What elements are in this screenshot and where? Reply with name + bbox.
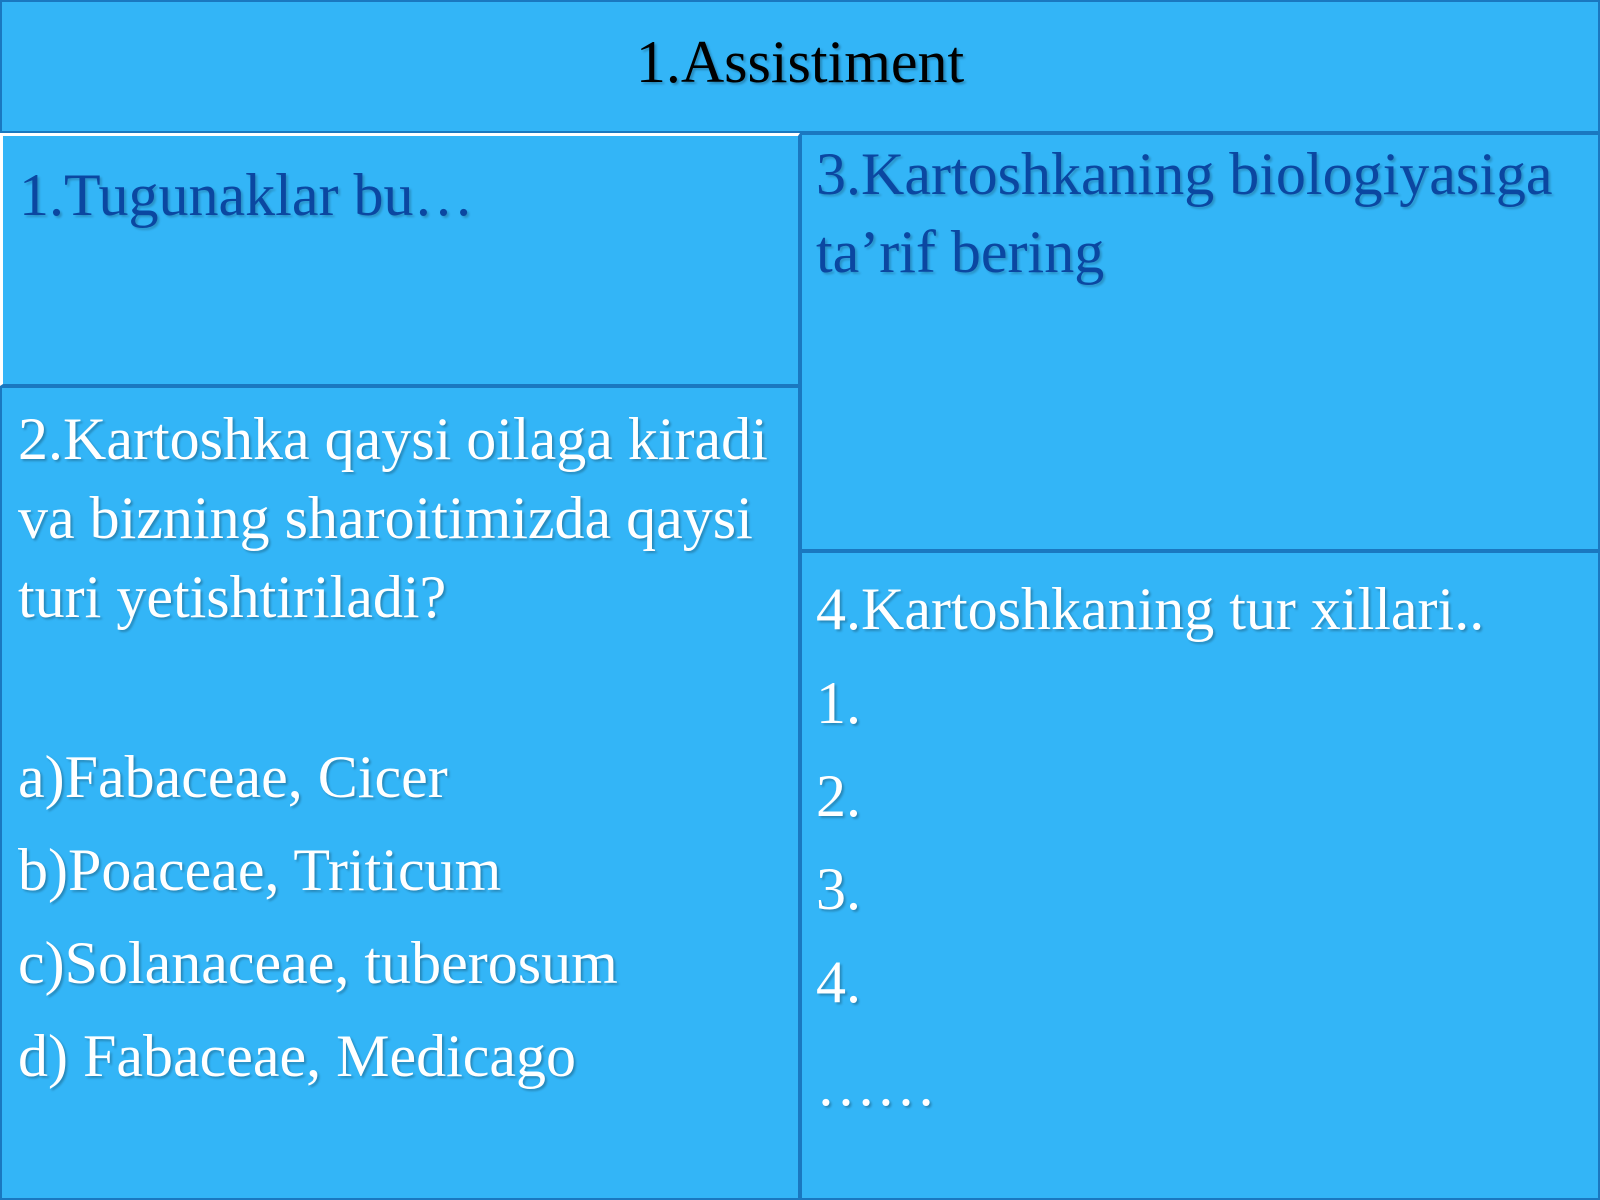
question-2-text: 2.Kartoshka qaysi oilaga kiradi va bizning sharoitimizda qaysi turi yetishtiriladi? — [18, 406, 768, 630]
question-4-text: 4.Kartoshkaning tur xillari.. — [816, 576, 1485, 642]
option-a: a)Fabaceae, Cicer — [18, 744, 448, 810]
slide-title: 1.Assistiment — [635, 29, 965, 95]
question-3-box — [800, 133, 1600, 551]
list-ellipsis: …… — [816, 1052, 936, 1118]
question-2-options — [18, 737, 618, 1109]
question-4-box — [800, 551, 1600, 1200]
option-c: c)Solanaceae, tuberosum — [18, 930, 618, 996]
question-3-text: 3.Kartoshkaning biologiyasiga ta’rif bering — [816, 141, 1553, 285]
list-item-2: 2. — [816, 763, 861, 829]
list-item-1: 1. — [816, 670, 861, 736]
header-box — [0, 0, 1600, 133]
question-2-box — [0, 386, 800, 1200]
question-1-box — [0, 133, 800, 386]
list-item-4: 4. — [816, 949, 861, 1015]
option-d: d) Fabaceae, Medicago — [18, 1023, 577, 1089]
question-1-text: 1.Tugunaklar bu… — [19, 162, 474, 228]
option-b: b)Poaceae, Triticum — [18, 837, 502, 903]
question-4-list — [816, 663, 861, 1035]
list-item-3: 3. — [816, 856, 861, 922]
